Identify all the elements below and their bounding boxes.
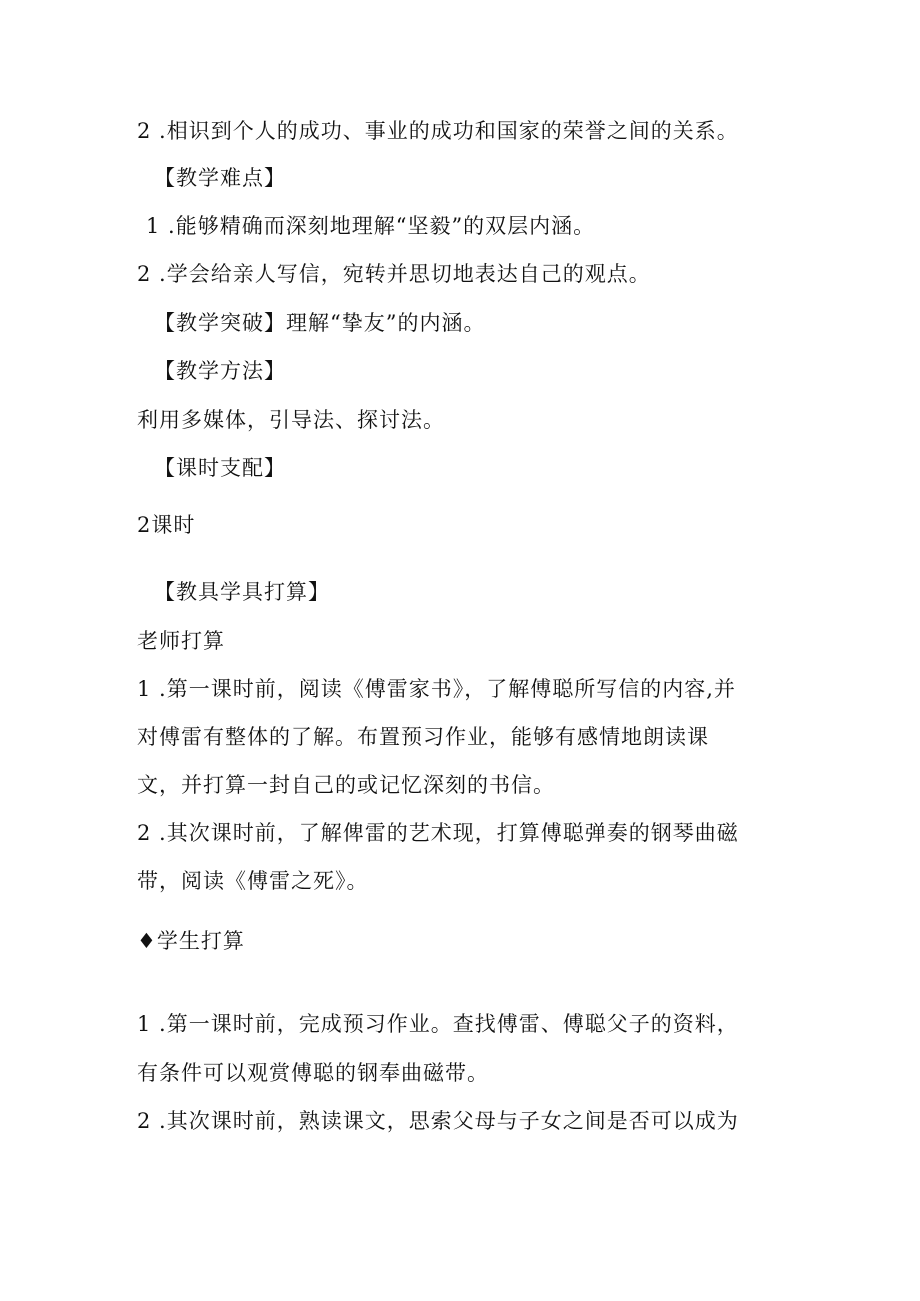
paragraph-student-prep-2: 2 .其次课时前，熟读课文，思索父母与子女之间是否可以成为 [137, 1109, 739, 1133]
subheading-student-prep: ♦学生打算 [137, 929, 245, 953]
paragraph-methods: 利用多媒体，引导法、探讨法。 [137, 408, 445, 432]
paragraph-objective-2: 2 .相识到个人的成功、事业的成功和国家的荣誉之间的关系。 [137, 119, 739, 143]
paragraph-difficulty-1: 1 .能够精确而深刻地理解“坚毅”的双层内涵。 [146, 214, 596, 238]
heading-teaching-aids: 【教具学具打算】 [154, 580, 330, 604]
paragraph-student-prep-1-cont: 有条件可以观赏傅聪的钢奉曲磁带。 [137, 1061, 489, 1085]
paragraph-difficulty-2: 2 .学会给亲人写信，宛转并思切地表达自己的观点。 [137, 262, 651, 286]
heading-class-hours: 【课时支配】 [154, 456, 286, 480]
paragraph-teacher-prep-1-cont: 对傅雷有整体的了解。布置预习作业，能够有感情地朗读课 [137, 725, 709, 749]
paragraph-teacher-prep-2-cont: 带，阅读《傅雷之死》。 [137, 869, 369, 893]
heading-teaching-methods: 【教学方法】 [154, 359, 286, 383]
paragraph-teacher-prep-1-cont2: 文，并打算一封自己的或记忆深刻的书信。 [137, 773, 555, 797]
paragraph-student-prep-1: 1 .第一课时前，完成预习作业。查找傅雷、傅聪父子的资料， [137, 1012, 739, 1036]
paragraph-teacher-prep-2: 2 .其次课时前，了解俾雷的艺术现，打算傅聪弹奏的钢琴曲磁 [137, 821, 739, 845]
heading-teaching-difficulties: 【教学难点】 [154, 166, 286, 190]
paragraph-teacher-prep-1: 1 .第一课时前，阅读《傅雷家书》，了解傅聪所写信的内容,并 [137, 677, 736, 701]
subheading-teacher-prep: 老师打算 [137, 629, 225, 653]
paragraph-class-hours: 2课时 [137, 513, 196, 537]
heading-teaching-breakthrough: 【教学突破】理解“挚友”的内涵。 [154, 311, 486, 335]
